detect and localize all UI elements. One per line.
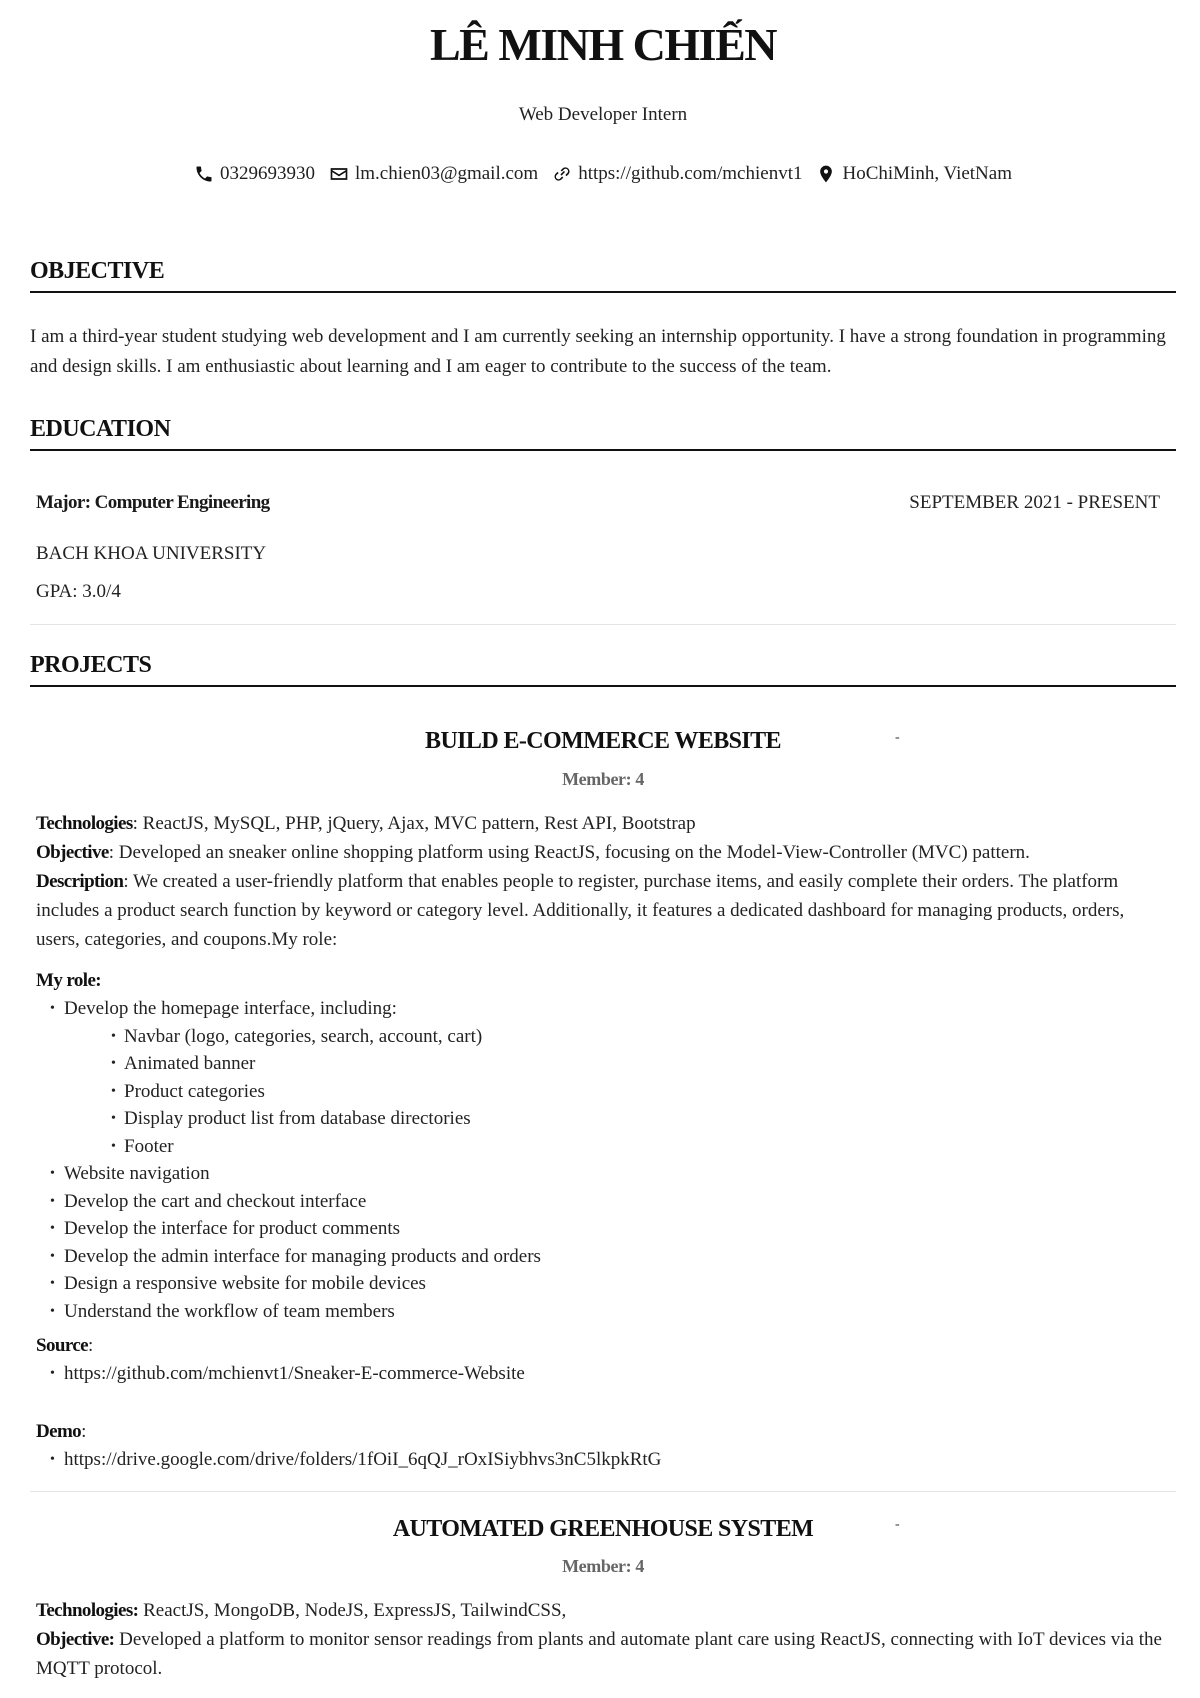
- description-value: : We created a user-friendly platform that enables people to register, purchase items, and easily complete their orders. The platform includes a product search function by keyword or category level. Additionally, it features a dedicated dashboard for managing products, orders, users, categories, and coupons.My role:: [36, 871, 1125, 950]
- list-item: • Design a responsive website for mobile devices: [36, 1270, 1170, 1298]
- phone-number: 0329693930: [220, 163, 315, 184]
- list-item: • Develop the cart and checkout interface: [36, 1188, 1170, 1216]
- list-item: • Footer: [36, 1133, 1170, 1161]
- link-icon: [552, 164, 572, 184]
- contact-phone: [194, 163, 315, 185]
- demo-colon: :: [81, 1421, 87, 1442]
- objective-label: Objective: [36, 842, 109, 863]
- objective-line: [36, 838, 1170, 867]
- demo-url[interactable]: • https://drive.google.com/drive/folders/1fOiI_6qQJ_rOxISiybhvs3nC5lkpkRtG: [36, 1446, 1170, 1474]
- list-item: • Navbar (logo, categories, search, account, cart): [36, 1023, 1170, 1051]
- list-item: • Develop the interface for product comments: [36, 1215, 1170, 1243]
- project-details: [36, 1596, 1170, 1683]
- education-heading: EDUCATION: [30, 416, 1176, 451]
- objective-heading: OBJECTIVE: [30, 258, 1176, 293]
- project-dash: -: [895, 1517, 900, 1532]
- list-item: • Develop the admin interface for managing products and orders: [36, 1243, 1170, 1271]
- source-label: Source: [36, 1335, 88, 1356]
- projects-heading: PROJECTS: [30, 652, 1176, 687]
- list-item: • Develop the homepage interface, including:: [36, 995, 1170, 1023]
- technologies-line: [36, 809, 1170, 838]
- source-line: [36, 1331, 1170, 1360]
- education-school: BACH KHOA UNIVERSITY: [36, 543, 267, 564]
- contact-bar: [30, 163, 1176, 185]
- phone-icon: [194, 164, 214, 184]
- job-title: Web Developer Intern: [518, 104, 688, 125]
- description-line: [36, 867, 1170, 954]
- project-dash: -: [895, 730, 900, 745]
- contact-github: [552, 163, 802, 185]
- description-label: Description: [36, 871, 124, 892]
- contact-email: [329, 163, 538, 185]
- objective-label: Objective:: [36, 1629, 115, 1650]
- project-source: [36, 1331, 1170, 1388]
- education-date: SEPTEMBER 2021 - PRESENT: [909, 492, 1160, 513]
- project-member-count: Member: 4: [562, 1556, 644, 1576]
- source-colon: :: [88, 1335, 94, 1356]
- candidate-name: LÊ MINH CHIẾN: [430, 19, 776, 70]
- project-demo: [36, 1417, 1170, 1474]
- technologies-line: [36, 1596, 1170, 1625]
- location-pin-icon: [816, 164, 836, 184]
- objective-line: [36, 1625, 1170, 1683]
- envelope-icon: [329, 164, 349, 184]
- education-gpa: GPA: 3.0/4: [36, 581, 121, 602]
- list-item: • Website navigation: [36, 1160, 1170, 1188]
- project-roles: [36, 966, 1170, 1325]
- divider: [30, 624, 1176, 625]
- location-text: HoChiMinh, VietNam: [842, 163, 1012, 184]
- list-item: • Display product list from database directories: [36, 1105, 1170, 1133]
- divider: [30, 1491, 1176, 1492]
- list-item: • Product categories: [36, 1078, 1170, 1106]
- technologies-label: Technologies: [36, 813, 133, 834]
- list-item: • Animated banner: [36, 1050, 1170, 1078]
- objective-text: I am a third-year student studying web development and I am currently seeking an internship opportunity. I have a strong foundation in programming and design skills. I am enthusiastic about learning and I am eager to contribute to the success of the team.: [30, 326, 1166, 377]
- demo-line: [36, 1417, 1170, 1446]
- source-url[interactable]: • https://github.com/mchienvt1/Sneaker-E-commerce-Website: [36, 1360, 1170, 1388]
- education-major: Major: Computer Engineering: [36, 492, 270, 513]
- technologies-label: Technologies:: [36, 1600, 139, 1621]
- email-address[interactable]: lm.chien03@gmail.com: [355, 163, 539, 184]
- technologies-value: ReactJS, MongoDB, NodeJS, ExpressJS, TailwindCSS,: [138, 1600, 567, 1621]
- role-list: [36, 995, 1170, 1325]
- objective-value: Developed a platform to monitor sensor readings from plants and automate plant care using ReactJS, connecting with IoT devices via the MQTT protocol.: [36, 1629, 1162, 1679]
- project-details: [36, 809, 1170, 954]
- list-item: • Understand the workflow of team members: [36, 1298, 1170, 1326]
- technologies-value: : ReactJS, MySQL, PHP, jQuery, Ajax, MVC pattern, Rest API, Bootstrap: [132, 813, 696, 834]
- project-member-count: Member: 4: [562, 769, 644, 789]
- demo-label: Demo: [36, 1421, 82, 1442]
- source-list: [36, 1360, 1170, 1388]
- github-link[interactable]: https://github.com/mchienvt1: [578, 163, 803, 184]
- project-title: AUTOMATED GREENHOUSE SYSTEM: [392, 1516, 814, 1542]
- objective-value: : Developed an sneaker online shopping platform using ReactJS, focusing on the Model-View-Controller (MVC) pattern.: [108, 842, 1030, 863]
- project-title: BUILD E-COMMERCE WEBSITE: [425, 728, 781, 754]
- demo-list: [36, 1446, 1170, 1474]
- my-role-label: My role:: [36, 970, 102, 991]
- contact-location: [816, 163, 1012, 185]
